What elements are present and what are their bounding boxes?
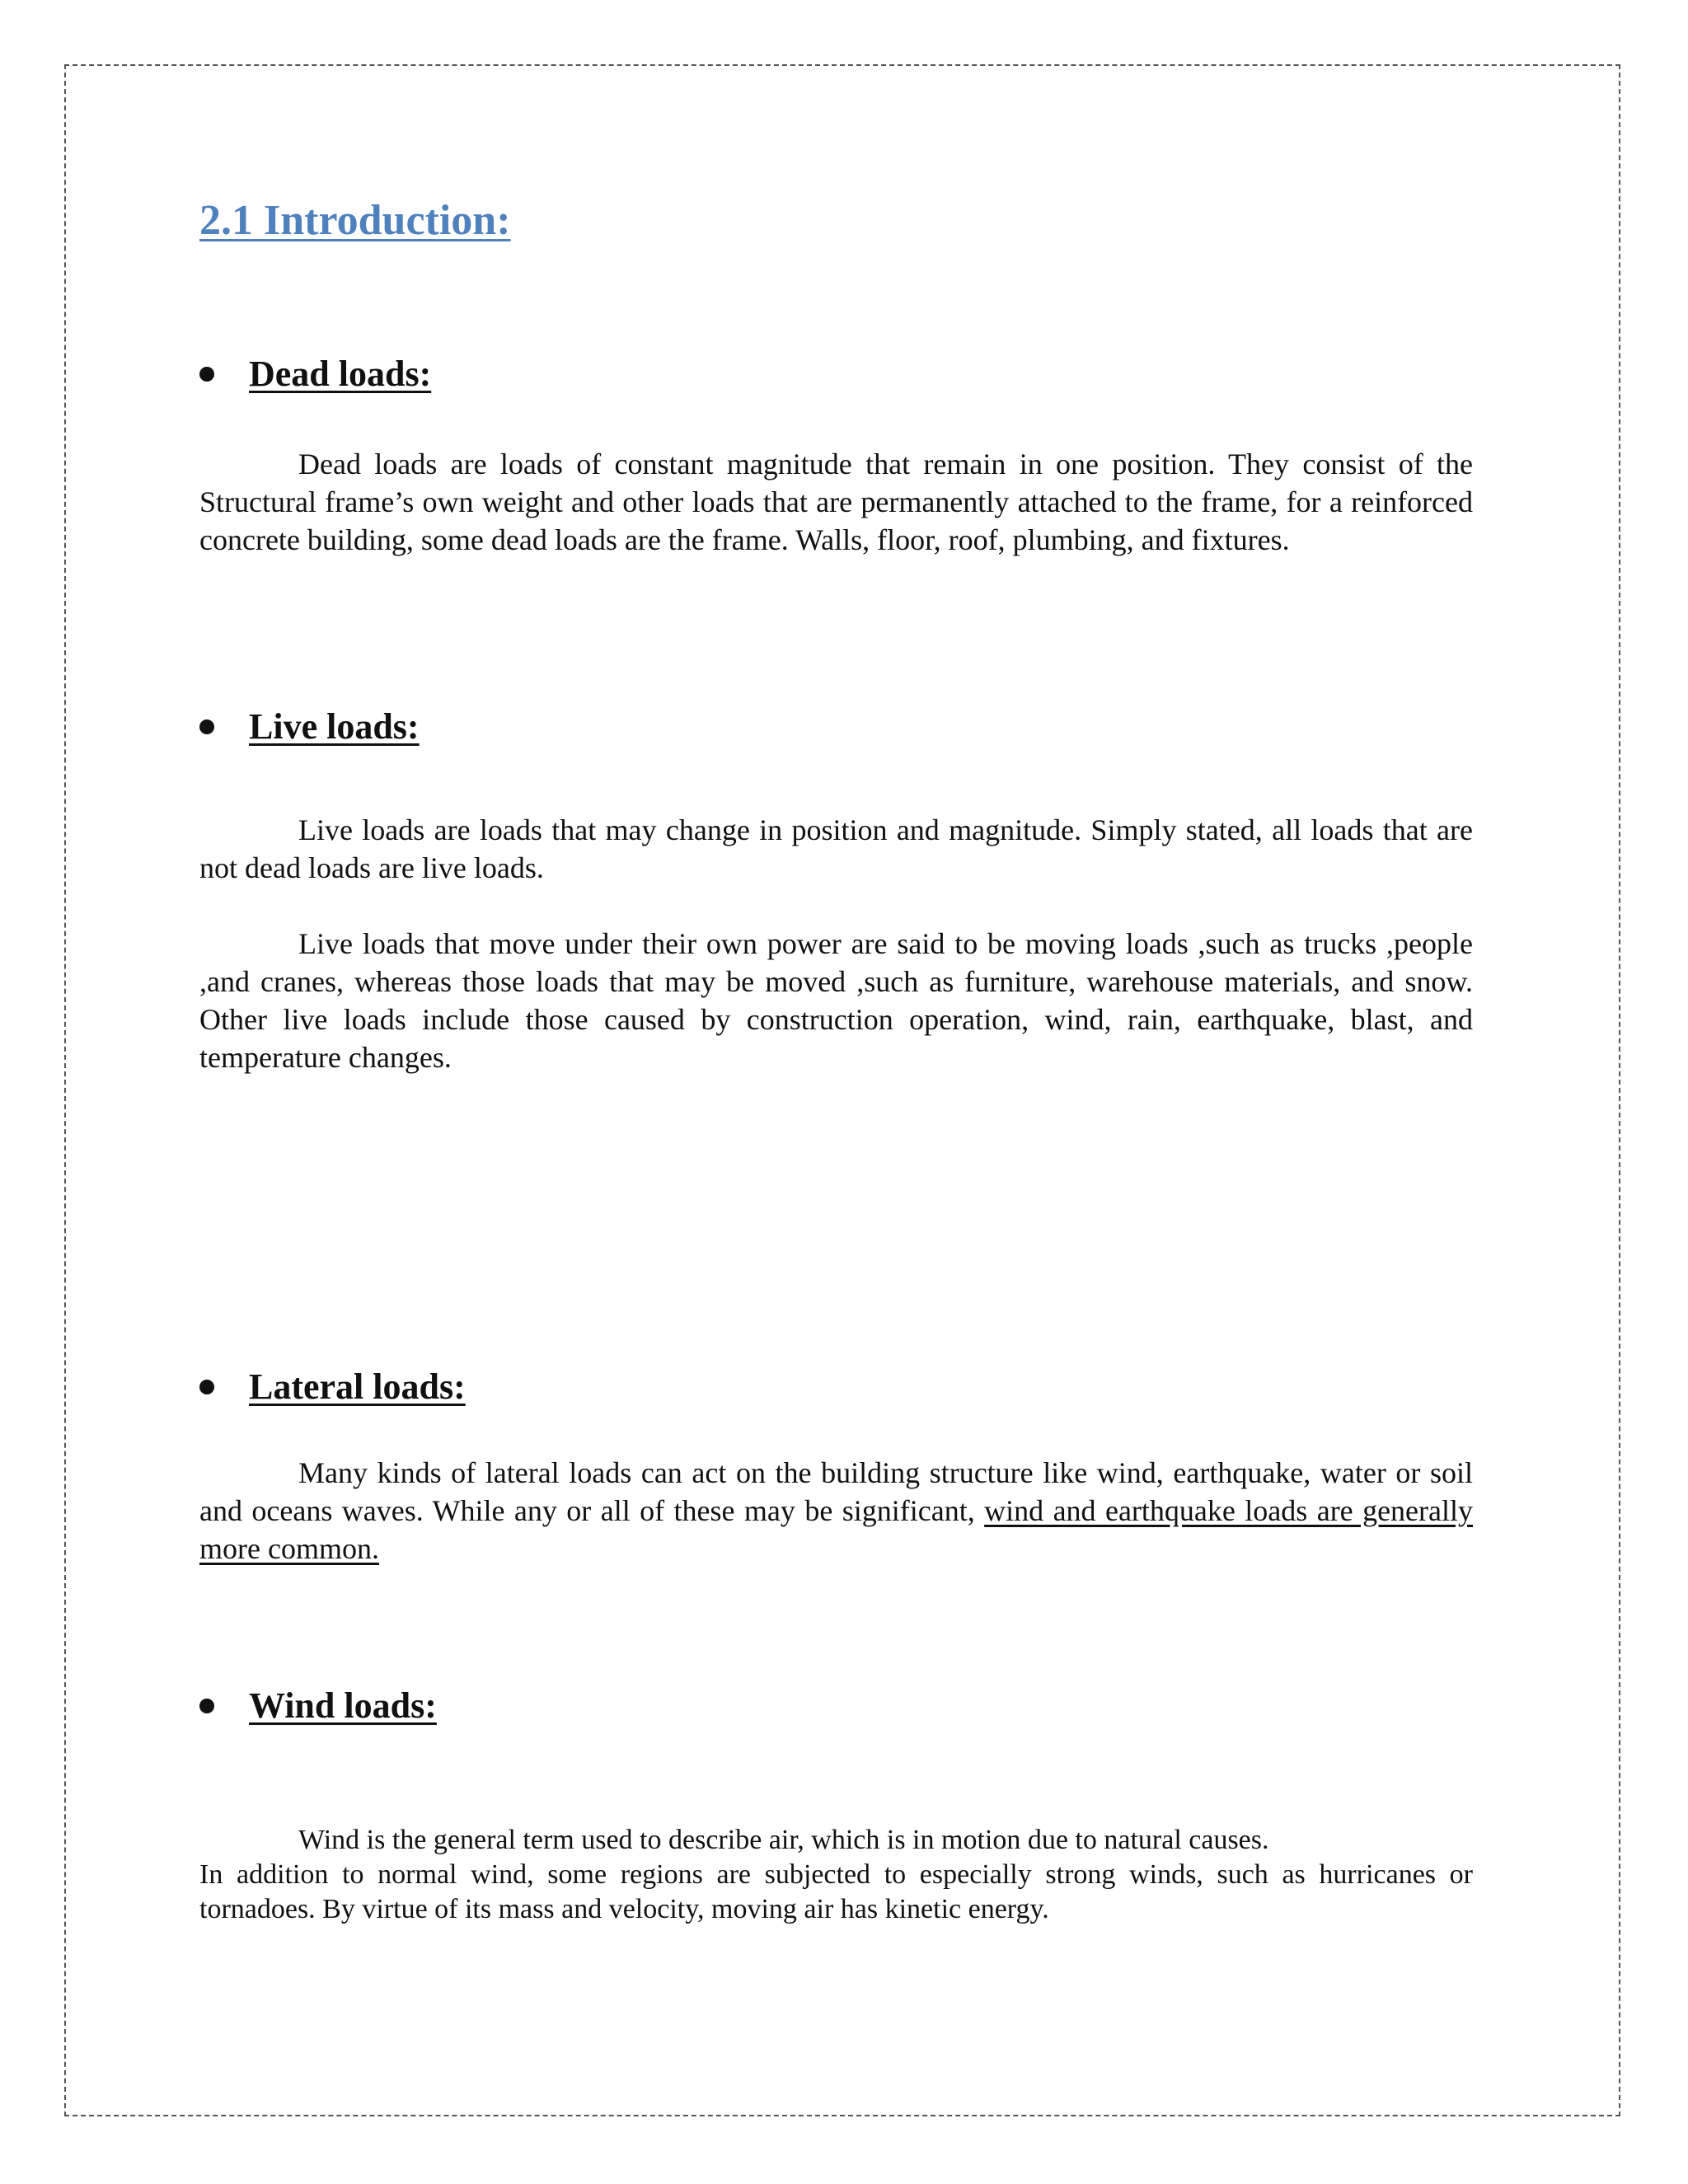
live-loads-paragraph-1-text: Live loads are loads that may change in position and magnitude. Simply stated, all loads that are not dead loads are live loads. [199, 813, 1473, 884]
wind-loads-paragraph [199, 1823, 1473, 1927]
dead-loads-paragraph [199, 445, 1473, 559]
live-loads-heading [199, 705, 420, 748]
lateral-loads-paragraph [199, 1454, 1473, 1568]
bullet-icon [199, 1699, 214, 1713]
live-loads-heading-text: Live loads: [249, 706, 420, 747]
wind-loads-paragraph-1-text: Wind is the general term used to describe air, which is in motion due to natural causes. [298, 1825, 1269, 1855]
lateral-loads-underlined-text: wind and earthquake loads are generally more common. [199, 1494, 1474, 1565]
wind-loads-paragraph-2-text: In addition to normal wind, some regions are subjected to especially strong winds, such as hurricanes or tornadoes. By virtue of its mass and velocity, moving air has kinetic energy. [199, 1859, 1473, 1924]
wind-loads-heading-text: Wind loads: [249, 1685, 437, 1726]
live-loads-paragraph-2 [199, 925, 1473, 1076]
dead-loads-paragraph-text: Dead loads are loads of constant magnitude that remain in one position. They consist of the Structural frame’s own weight and other loads that are permanently attached to the frame, for a reinforced concrete building, some dead loads are the frame. Walls, floor, roof, plumbing, and fixtures. [199, 448, 1473, 556]
lateral-loads-heading-text: Lateral loads: [249, 1366, 466, 1407]
live-loads-paragraph-1 [199, 811, 1473, 887]
live-loads-paragraph-2-text: Live loads that move under their own power are said to be moving loads ,such as trucks ,people ,and cranes, whereas those loads that may be moved ,such as furniture, warehouse materials, and snow. Other live loads include those caused by construction operation, wind, rain, earthquake, blast, and temperature changes. [199, 927, 1473, 1074]
lateral-loads-heading [199, 1366, 466, 1408]
bullet-icon [199, 719, 214, 734]
dead-loads-heading [199, 353, 431, 395]
section-title: 2.1 Introduction: [199, 197, 511, 244]
bullet-icon [199, 367, 214, 382]
dead-loads-heading-text: Dead loads: [249, 354, 432, 394]
bullet-icon [199, 1380, 214, 1394]
wind-loads-heading [199, 1685, 437, 1727]
lateral-loads-paragraph-text: Many kinds of lateral loads can act on the building structure like wind, earthquake, water or soil and oceans waves. While any or all of these may be significant, [199, 1456, 1473, 1527]
